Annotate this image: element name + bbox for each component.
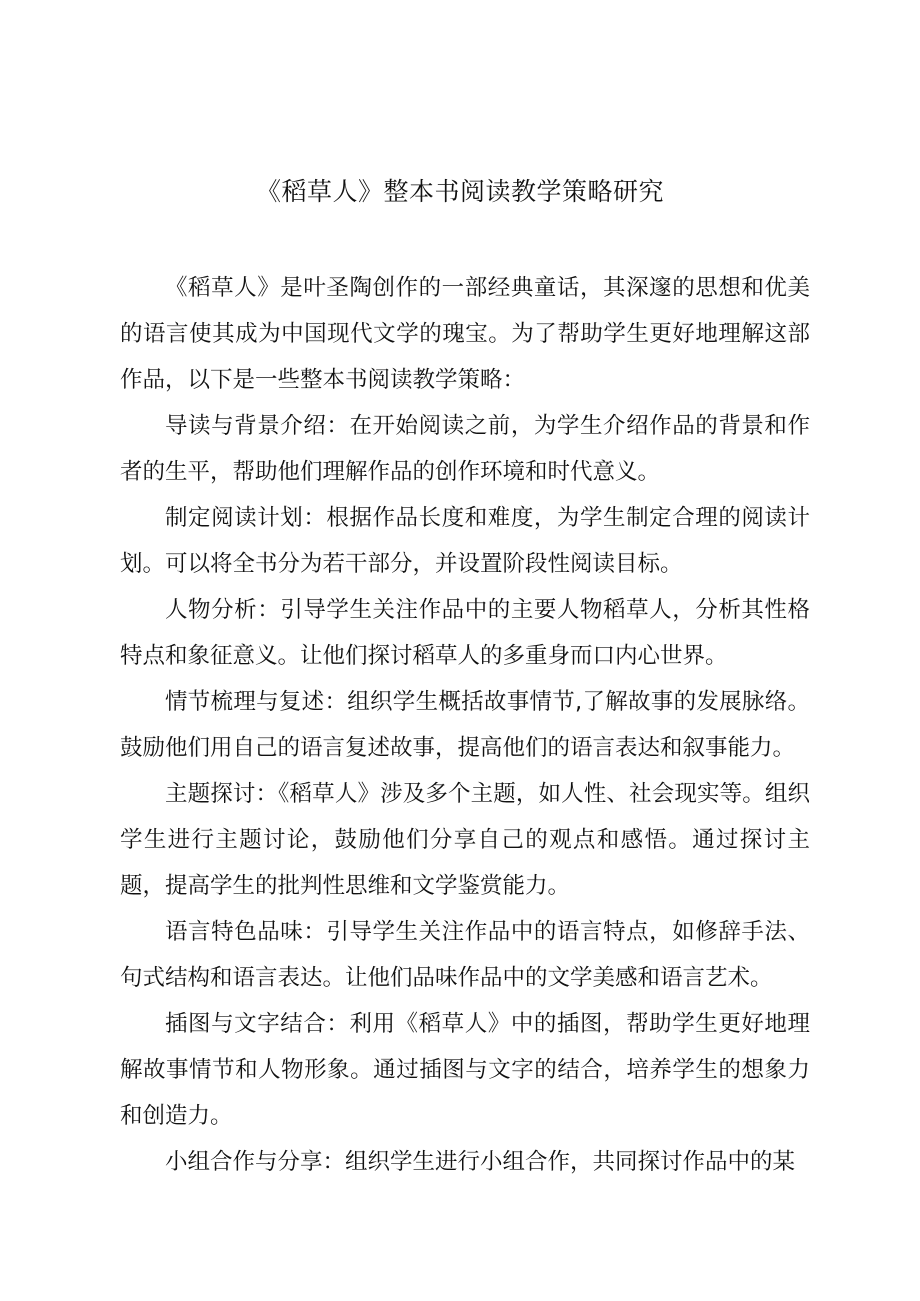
document-title: 《稻草人》整本书阅读教学策略研究 xyxy=(255,177,664,206)
strategy-reading-plan-paragraph: 制定阅读计划：根据作品长度和难度，为学生制定合理的阅读计划。可以将全书分为若干部分，并设置阶段性阅读目标。 xyxy=(120,505,810,577)
strategy-illustrations-paragraph: 插图与文字结合：利用《稻草人》中的插图，帮助学生更好地理解故事情节和人物形象。通过插图与文字的结合，培养学生的想象力和创造力。 xyxy=(120,1011,810,1129)
document-body xyxy=(120,265,810,1185)
strategy-theme-discussion-paragraph: 主题探讨：《稻草人》涉及多个主题，如人性、社会现实等。组织学生进行主题讨论，鼓励他们分享自己的观点和感悟。通过探讨主题，提高学生的批判性思维和文学鉴赏能力。 xyxy=(120,781,810,899)
strategy-guided-reading-paragraph: 导读与背景介绍：在开始阅读之前，为学生介绍作品的背景和作者的生平，帮助他们理解作品的创作环境和时代意义。 xyxy=(120,413,810,485)
strategy-language-features-paragraph: 语言特色品味：引导学生关注作品中的语言特点，如修辞手法、句式结构和语言表达。让他们品味作品中的文学美感和语言艺术。 xyxy=(120,919,810,991)
strategy-character-analysis-paragraph: 人物分析：引导学生关注作品中的主要人物稻草人，分析其性格特点和象征意义。让他们探讨稻草人的多重身而口内心世界。 xyxy=(120,597,810,669)
strategy-plot-retelling-paragraph: 情节梳理与复述：组织学生概括故事情节,了解故事的发展脉络。鼓励他们用自己的语言复述故事，提高他们的语言表达和叙事能力。 xyxy=(120,689,810,761)
strategy-group-work-paragraph: 小组合作与分享：组织学生进行小组合作，共同探讨作品中的某 xyxy=(165,1149,796,1175)
intro-paragraph: 《稻草人》是叶圣陶创作的一部经典童话，其深邃的思想和优美的语言使其成为中国现代文学的瑰宝。为了帮助学生更好地理解这部作品，以下是一些整本书阅读教学策略： xyxy=(120,275,810,393)
